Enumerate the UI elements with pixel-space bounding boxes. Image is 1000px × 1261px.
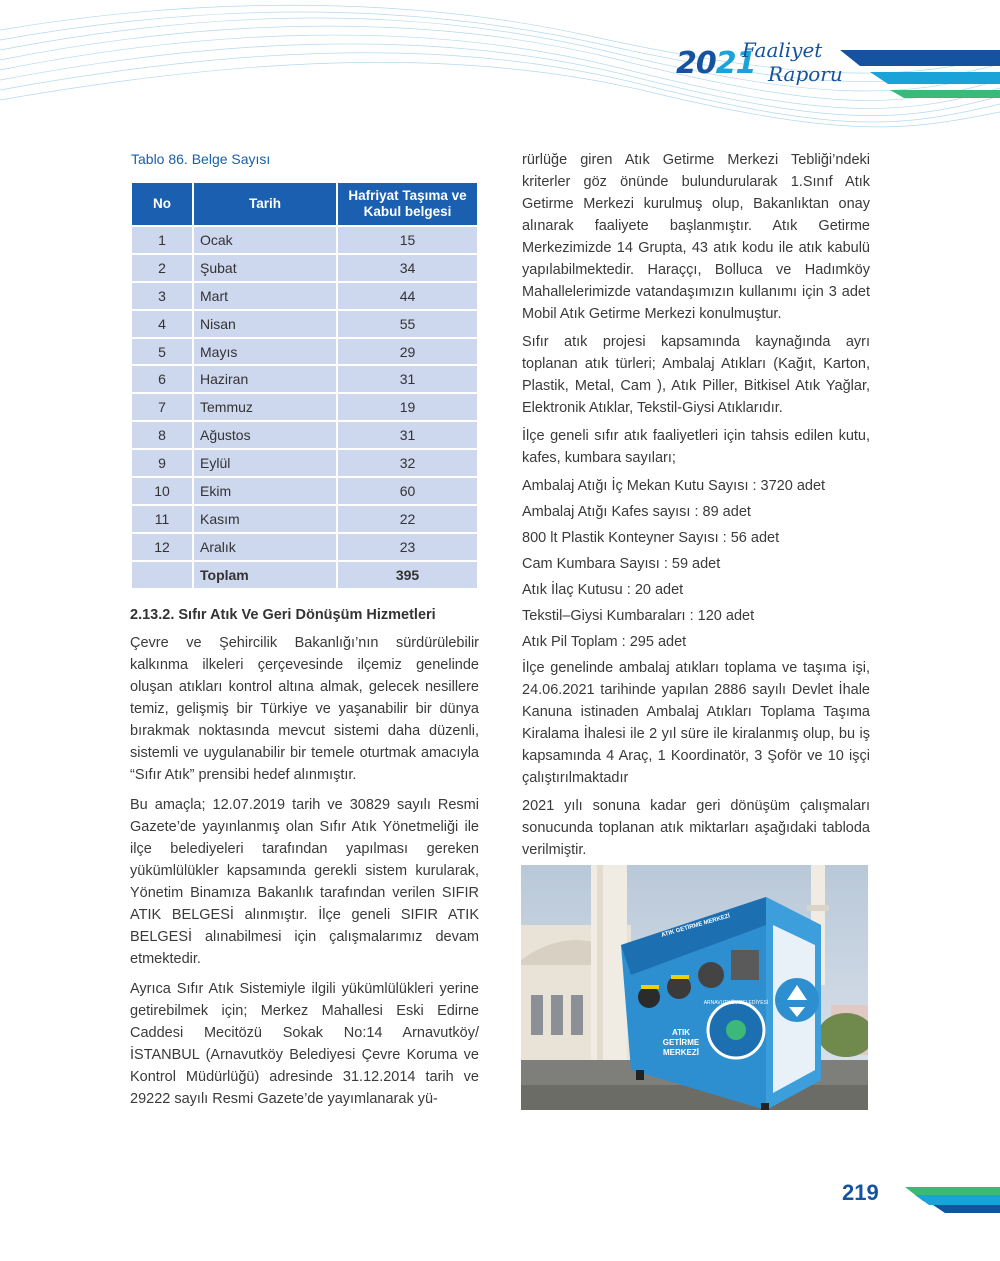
cell-no: 4 bbox=[132, 311, 192, 337]
cell-month: Aralık bbox=[194, 534, 336, 560]
cell-no: 11 bbox=[132, 506, 192, 532]
cell-month: Mart bbox=[194, 283, 336, 309]
cell-month: Eylül bbox=[194, 450, 336, 476]
cell-no: 1 bbox=[132, 227, 192, 253]
right-text-column bbox=[522, 149, 870, 867]
cell-value: 22 bbox=[338, 506, 477, 532]
cell-no: 2 bbox=[132, 255, 192, 281]
cell-value: 34 bbox=[338, 255, 477, 281]
logo-script-line1: Faaliyet bbox=[742, 38, 823, 62]
table-row bbox=[132, 366, 477, 392]
cell-value: 44 bbox=[338, 283, 477, 309]
cell-total-label: Toplam bbox=[194, 562, 336, 588]
cell-no: 6 bbox=[132, 366, 192, 392]
list-item: Ambalaj Atığı İç Mekan Kutu Sayısı : 3720 adet bbox=[522, 478, 826, 494]
cell-month: Ekim bbox=[194, 478, 336, 504]
cell-value: 55 bbox=[338, 311, 477, 337]
cell-month: Ocak bbox=[194, 227, 336, 253]
paragraph: rürlüğe giren Atık Getirme Merkezi Tebliği’ndeki kriterler göz önünde bulundurularak 1.Sınıf Atık Getirme Merkezi kurulmuş olup, Bakanlıktan onay alınarak faaliyete başlanmıştır. Atık Getirme Merkezimizde 14 Grupta, 43 atık kodu ile atık kabulü yapılabilmektedir. Haraççı, Bolluca ve Hadımköy Mahallelerimizde vatandaşımızın kullanımı için 3 adet Mobil Atık Getirme Merkezi konulmuştur. bbox=[522, 152, 870, 322]
header-swoosh-lines bbox=[0, 0, 1000, 130]
table-body bbox=[132, 227, 477, 588]
cell-total-value: 395 bbox=[338, 562, 477, 588]
cell-value: 31 bbox=[338, 366, 477, 392]
container-banner-text: ATIK GETİRME MERKEZİ bbox=[660, 913, 731, 939]
cell-value: 19 bbox=[338, 394, 477, 420]
container-sign-line1: ATIK bbox=[671, 1028, 691, 1037]
cell-month: Nisan bbox=[194, 311, 336, 337]
cell-month: Mayıs bbox=[194, 339, 336, 365]
paragraph: İlçe geneli sıfır atık faaliyetleri için tahsis edilen kutu, kafes, kumbara sayıları; bbox=[522, 428, 870, 466]
table-caption: Tablo 86. Belge Sayısı bbox=[131, 151, 271, 167]
container-badge-text: ARNAVUTKÖY BELEDİYESİ bbox=[703, 1000, 769, 1006]
table-row bbox=[132, 534, 477, 560]
cell-value: 32 bbox=[338, 450, 477, 476]
table-row bbox=[132, 506, 477, 532]
document-count-table bbox=[130, 181, 479, 590]
cell-month: Şubat bbox=[194, 255, 336, 281]
footer-stripe bbox=[905, 1183, 1000, 1213]
table-row bbox=[132, 478, 477, 504]
list-item: 800 lt Plastik Konteyner Sayısı : 56 adet bbox=[522, 530, 780, 546]
logo-year-part1: 20 bbox=[676, 46, 716, 81]
cell-value: 60 bbox=[338, 478, 477, 504]
cell-no: 10 bbox=[132, 478, 192, 504]
table-row bbox=[132, 339, 477, 365]
cell-no: 9 bbox=[132, 450, 192, 476]
cell-month: Haziran bbox=[194, 366, 336, 392]
cell-no: 12 bbox=[132, 534, 192, 560]
cell-no: 8 bbox=[132, 422, 192, 448]
list-item: Ambalaj Atığı Kafes sayısı : 89 adet bbox=[522, 504, 751, 520]
table-row bbox=[132, 227, 477, 253]
paragraph: Çevre ve Şehircilik Bakanlığı’nın sürdürülebilir kalkınma ilkeleri çerçevesinde ilçemiz genelinde oluşan atıkları kontrol altına almak, gelecek nesillere temiz, gelişmiş bir Türkiye ve yaşanabilir bir dünya bırakmak noktasında mevcut sistemi daha düzenli, sistemli ve uygulanabilir bir temele oturtmak amacıyla “Sıfır Atık” prensibi hedef alınmıştır. bbox=[130, 635, 479, 783]
report-logo bbox=[676, 38, 846, 108]
list-item: Atık İlaç Kutusu : 20 adet bbox=[522, 582, 684, 598]
header-date: Tarih bbox=[194, 183, 336, 225]
paragraph: Bu amaçla; 12.07.2019 tarih ve 30829 sayılı Resmi Gazete’de yayınlanmış olan Sıfır Atık Yönetmeliği ile ilçe belediyeleri tarafından yapılması gereken yükümlülükler kapsamında gerekli sistem kurularak, Yönetim Binamıza Bakanlık tarafından verilen SIFIR ATIK BELGESİ alınmıştır. İlçe geneli SIFIR ATIK BELGESİ alınabilmesi için çalışmalarımız devam etmektedir. bbox=[130, 797, 479, 967]
logo-year-part2: 21 bbox=[715, 46, 756, 81]
cell-value: 29 bbox=[338, 339, 477, 365]
logo-script-line2: Raporu bbox=[768, 62, 843, 86]
cell-month: Temmuz bbox=[194, 394, 336, 420]
left-text-column bbox=[130, 604, 479, 1118]
list-item: Tekstil–Giysi Kumbaraları : 120 adet bbox=[522, 608, 755, 624]
paragraph: 2021 yılı sonuna kadar geri dönüşüm çalışmaları sonucunda toplanan atık miktarları aşağıdaki tabloda verilmiştir. bbox=[522, 798, 870, 858]
table-row bbox=[132, 450, 477, 476]
cell-month: Kasım bbox=[194, 506, 336, 532]
paragraph: Sıfır atık projesi kapsamında kaynağında ayrı toplanan atık türleri; Ambalaj Atıkları (Kağıt, Karton, Plastik, Metal, Cam ), Atık Piller, Bitkisel Atık Yağlar, Elektronik Atıklar, Tekstil-Giysi Atıklarıdır. bbox=[522, 334, 870, 416]
cell-total-empty bbox=[132, 562, 192, 588]
paragraph: Ayrıca Sıfır Atık Sistemiyle ilgili yükümlülükleri yerine getirebilmek için; Merkez Mahallesi Eski Edirne Caddesi Mecitözü Sokak No:14 Arnavutköy/İSTANBUL (Arnavutköy Belediyesi Çevre Koruma ve Kontrol Müdürlüğü) adresinde 31.12.2014 tarih ve 29222 sayılı Resmi Gazete’de yayımlanarak yü- bbox=[130, 981, 479, 1107]
waste-center-photo bbox=[521, 865, 868, 1110]
cell-value: 23 bbox=[338, 534, 477, 560]
cell-no: 5 bbox=[132, 339, 192, 365]
list-item: Cam Kumbara Sayısı : 59 adet bbox=[522, 556, 721, 572]
container-sign-line3: MERKEZİ bbox=[663, 1048, 699, 1057]
table-total-row bbox=[132, 562, 477, 588]
table-row bbox=[132, 311, 477, 337]
logo-script bbox=[742, 38, 843, 86]
paragraph: İlçe genelinde ambalaj atıkları toplama ve taşıma işi, 24.06.2021 tarihinde yapılan 2886 sayılı Devlet İhale Kanuna istinaden Ambalaj Atıkları Toplama Taşıma Kiralama İhalesi ile 2 yıl süre ile kiralanmış olup, bu iş kapsamında 4 Araç, 1 Koordinatör, 3 Şoför ve 10 işçi çalıştırılmaktadır bbox=[522, 660, 870, 786]
container-sign-line2: GETİRME bbox=[662, 1038, 700, 1047]
cell-value: 31 bbox=[338, 422, 477, 448]
cell-no: 3 bbox=[132, 283, 192, 309]
list-item: Atık Pil Toplam : 295 adet bbox=[522, 634, 687, 650]
cell-month: Ağustos bbox=[194, 422, 336, 448]
cell-no: 7 bbox=[132, 394, 192, 420]
page-number: 219 bbox=[842, 1180, 879, 1205]
header-no: No bbox=[132, 183, 192, 225]
table-row bbox=[132, 394, 477, 420]
table-row bbox=[132, 283, 477, 309]
table-row bbox=[132, 422, 477, 448]
table-header-row bbox=[132, 183, 477, 225]
table-row bbox=[132, 255, 477, 281]
cell-value: 15 bbox=[338, 227, 477, 253]
header-value: Hafriyat Taşıma ve Kabul belgesi bbox=[338, 183, 477, 225]
section-heading: 2.13.2. Sıfır Atık Ve Geri Dönüşüm Hizmetleri bbox=[130, 607, 436, 623]
waste-center-illustration bbox=[521, 865, 868, 1110]
